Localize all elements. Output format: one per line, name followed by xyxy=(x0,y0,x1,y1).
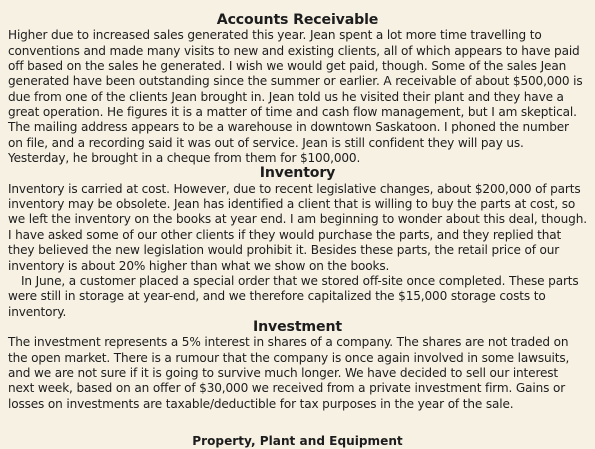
next-section-heading: Property, Plant and Equipment xyxy=(192,434,403,448)
section-paragraph: Higher due to increased sales generated this year. Jean spent a lot more time travelling to conventions and made many visits to new and existing clients, all of which appears to have paid off based on the sales he generated. I wish we would get paid, though. Some of the sales Jean generated have been outstanding since the summer or earlier. A receivable of about $500,000 is due from one of the clients Jean brought in. Jean told us he visited their plant and they have a great operation. He figures it is a matter of time and cash flow management, but I am skeptical. The mailing address appears to be a warehouse in downtown Saskatoon. I phoned the number on file, and a recording said it was out of service. Jean is still confident they will pay us. Yesterday, he brought in a cheque from them for $100,000. xyxy=(8,28,583,166)
section-paragraph: The investment represents a 5% interest in shares of a company. The shares are not traded on the open market. There is a rumour that the company is once again involved in some lawsuits, and we are not sure if it is going to survive much longer. We have decided to sell our interest next week, based on an offer of $30,000 we received from a private investment firm. Gains or losses on investments are taxable/deductible for tax purposes in the year of the sale. xyxy=(8,335,570,411)
section-inventory xyxy=(8,166,587,319)
section-heading: Investment xyxy=(253,318,342,335)
section-accounts-receivable xyxy=(8,13,587,166)
section-heading: Accounts Receivable xyxy=(216,12,379,28)
section-paragraph: In June, a customer placed a special order that we stored off-site once completed. These parts were still in storage at year-end, and we therefore capitalized the $15,000 storage costs to inventory. xyxy=(8,273,579,319)
section-investment xyxy=(8,320,587,412)
section-paragraph: Inventory is carried at cost. However, due to recent legislative changes, about $200,000 of parts inventory may be obsolete. Jean has identified a client that is willing to buy the parts at cost, so we left the inventory on the books at year end. I am beginning to wonder about this deal, though. I have asked some of our other clients if they would purchase the parts, and they replied that they believed the new legislation would prohibit it. Besides these parts, the retail price of our inventory is about 20% higher than what we show on the books. xyxy=(8,181,587,273)
section-heading: Inventory xyxy=(259,165,336,182)
